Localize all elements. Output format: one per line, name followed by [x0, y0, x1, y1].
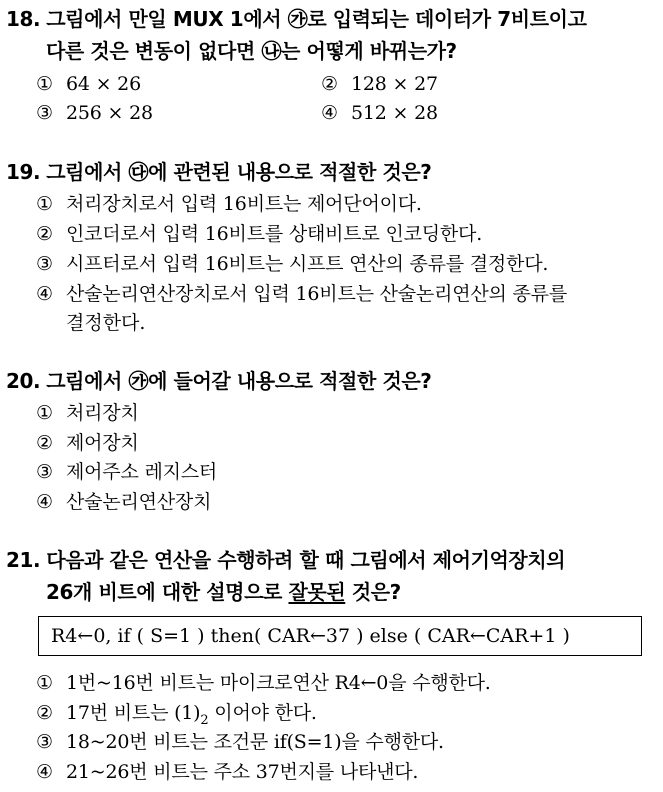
option-marker: ① — [36, 73, 53, 95]
q19-option-4[interactable] — [36, 279, 567, 309]
q20-stem-line1 — [6, 366, 432, 396]
subscript: 2 — [200, 712, 209, 728]
option-text-post: 이어야 한다. — [208, 702, 317, 724]
option-text-pre: 17번 비트는 (1) — [66, 702, 201, 724]
q18-option-4[interactable] — [321, 98, 438, 128]
q19-number: 19. — [6, 160, 41, 184]
q19-option-1[interactable] — [36, 189, 422, 219]
option-marker: ③ — [36, 461, 53, 483]
q19-option-2[interactable] — [36, 219, 482, 249]
option-marker: ① — [36, 402, 53, 424]
q21-underlined-word: 잘못된 — [288, 580, 346, 604]
option-text: 처리장치 — [66, 402, 139, 424]
q19-option-4-continuation: 결정한다. — [66, 312, 146, 334]
option-marker: ④ — [36, 283, 53, 305]
option-marker: ② — [321, 73, 338, 95]
option-text: 시프터로서 입력 16비트는 시프트 연산의 종류를 결정한다. — [66, 253, 549, 275]
option-marker: ③ — [36, 253, 53, 275]
q20-option-3[interactable] — [36, 457, 217, 487]
option-marker: ① — [36, 193, 53, 215]
option-text: 18~20번 비트는 조건문 if(S=1)을 수행한다. — [66, 731, 444, 753]
q18-option-2[interactable] — [321, 69, 438, 99]
q21-stem-text2-post: 것은? — [345, 580, 401, 604]
option-text: 산술논리연산장치 — [66, 491, 212, 513]
option-marker: ④ — [36, 491, 53, 513]
option-marker: ③ — [36, 731, 53, 753]
q21-stem-line1 — [6, 545, 565, 575]
q21-operation-box: R4←0, if ( S=1 ) then( CAR←37 ) else ( CAR←CAR+1 ) — [38, 616, 642, 656]
option-text: 512 × 28 — [351, 102, 438, 124]
option-text: 인코더로서 입력 16비트를 상태비트로 인코딩한다. — [66, 223, 483, 245]
option-marker: ② — [36, 223, 53, 245]
option-marker: ② — [36, 432, 53, 454]
q18-option-1[interactable] — [36, 69, 141, 99]
q21-stem-line2 — [46, 577, 401, 607]
q20-option-1[interactable] — [36, 398, 139, 428]
option-marker: ② — [36, 702, 53, 724]
option-text: 1번~16번 비트는 마이크로연산 R4←0을 수행한다. — [66, 672, 491, 694]
q19-stem-text1: 그림에서 ㉰에 관련된 내용으로 적절한 것은? — [46, 160, 432, 184]
q21-option-1[interactable] — [36, 668, 491, 698]
q20-number: 20. — [6, 369, 41, 393]
option-text: 산술논리연산장치로서 입력 16비트는 산술논리연산의 종류를 — [66, 283, 567, 305]
option-marker: ④ — [321, 102, 338, 124]
option-text: 64 × 26 — [66, 73, 141, 95]
q20-stem-text1: 그림에서 ㉮에 들어갈 내용으로 적절한 것은? — [46, 369, 432, 393]
q21-stem-text1: 다음과 같은 연산을 수행하려 할 때 그림에서 제어기억장치의 — [46, 548, 566, 572]
q20-option-2[interactable] — [36, 428, 139, 458]
option-marker: ① — [36, 672, 53, 694]
q18-stem-text1: 그림에서 만일 MUX 1에서 ㉮로 입력되는 데이터가 7비트이고 — [46, 7, 587, 31]
option-text: 21~26번 비트는 주소 37번지를 나타낸다. — [66, 761, 419, 783]
q21-number: 21. — [6, 548, 41, 572]
option-marker: ④ — [36, 761, 53, 783]
q18-option-3[interactable] — [36, 98, 153, 128]
q21-option-3[interactable] — [36, 727, 444, 757]
q18-number: 18. — [6, 7, 41, 31]
q18-stem-line2: 다른 것은 변동이 없다면 ㉯는 어떻게 바뀌는가? — [46, 39, 457, 63]
option-text: 128 × 27 — [351, 73, 438, 95]
q21-option-4[interactable] — [36, 757, 418, 787]
q19-option-3[interactable] — [36, 249, 548, 279]
option-text: 제어주소 레지스터 — [66, 461, 218, 483]
option-marker: ③ — [36, 102, 53, 124]
q19-stem-line1 — [6, 157, 432, 187]
option-text: 256 × 28 — [66, 102, 153, 124]
q20-option-4[interactable] — [36, 487, 211, 517]
option-text: 처리장치로서 입력 16비트는 제어단어이다. — [66, 193, 422, 215]
option-text: 제어장치 — [66, 432, 139, 454]
q21-stem-text2-pre: 26개 비트에 대한 설명으로 — [46, 580, 289, 604]
q18-stem-line1 — [6, 4, 587, 34]
